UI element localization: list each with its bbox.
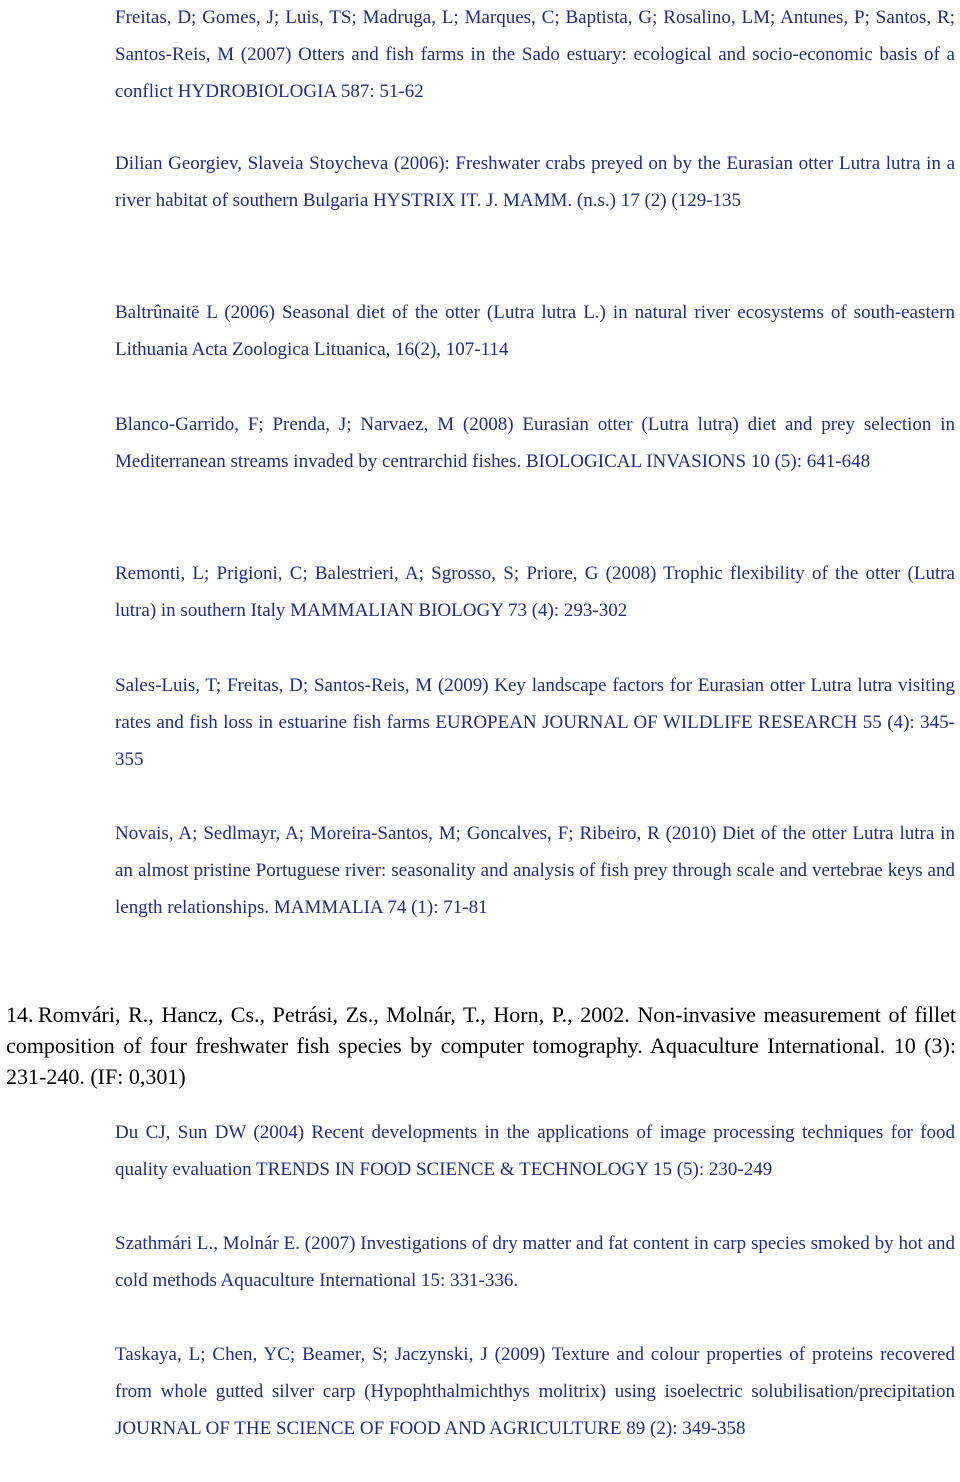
reference-text: Du CJ, Sun DW (2004) Recent developments in the applications of image processing techniques for food quality evaluation TRENDS IN FOOD SCIENCE & TECHNOLOGY 15 (5): 230-249	[115, 1122, 955, 1180]
reference-freitas-2007	[115, 0, 955, 110]
reference-sales-luis-2009	[115, 667, 955, 778]
reference-text: Blanco-Garrido, F; Prenda, J; Narvaez, M (2008) Eurasian otter (Lutra lutra) diet and prey selection in Mediterranean streams invaded by centrarchid fishes. BIOLOGICAL INVASIONS 10 (5): 641-648	[115, 414, 955, 472]
reference-du-2004	[115, 1114, 955, 1188]
reference-text: Dilian Georgiev, Slaveia Stoycheva (2006): Freshwater crabs preyed on by the Eurasian otter Lutra lutra in a river habitat of southern Bulgaria HYSTRIX IT. J. MAMM. (n.s.) 17 (2) (129-135	[115, 153, 955, 211]
reference-baltrunaite-2006	[115, 294, 955, 368]
reference-text: Freitas, D; Gomes, J; Luis, TS; Madruga, L; Marques, C; Baptista, G; Rosalino, LM; Antunes, P; Santos, R; Santos-Reis, M (2007) Otters and fish farms in the Sado estuary: ecological and socio-economic basis of a conflict HYDROBIOLOGIA 587: 51-62	[115, 7, 955, 102]
reference-text: Sales-Luis, T; Freitas, D; Santos-Reis, M (2009) Key landscape factors for Eurasian otter Lutra lutra visiting rates and fish loss in estuarine fish farms EUROPEAN JOURNAL OF WILDLIFE RESEARCH 55 (4): 345-355	[115, 675, 955, 770]
reference-taskaya-2009	[115, 1336, 955, 1447]
reference-georgiev-2006	[115, 145, 955, 219]
reference-text: Novais, A; Sedlmayr, A; Moreira-Santos, M; Goncalves, F; Ribeiro, R (2010) Diet of the otter Lutra lutra in an almost pristine Portuguese river: seasonality and analysis of fish prey through scale and vertebrae keys and length relationships. MAMMALIA 74 (1): 71-81	[115, 823, 955, 918]
reference-text: Szathmári L., Molnár E. (2007) Investigations of dry matter and fat content in carp species smoked by hot and cold methods Aquaculture International 15: 331-336.	[115, 1233, 955, 1291]
reference-text: Baltrûnaitë L (2006) Seasonal diet of the otter (Lutra lutra L.) in natural river ecosystems of south-eastern Lithuania Acta Zoologica Lituanica, 16(2), 107-114	[115, 302, 955, 360]
reference-text: Remonti, L; Prigioni, C; Balestrieri, A; Sgrosso, S; Priore, G (2008) Trophic flexibility of the otter (Lutra lutra) in southern Italy MAMMALIAN BIOLOGY 73 (4): 293-302	[115, 563, 955, 621]
reference-szathmari-2007	[115, 1225, 955, 1299]
reference-novais-2010	[115, 815, 955, 926]
reference-blanco-garrido-2008	[115, 406, 955, 480]
reference-text: Taskaya, L; Chen, YC; Beamer, S; Jaczynski, J (2009) Texture and colour properties of proteins recovered from whole gutted silver carp (Hypophthalmichthys molitrix) using isoelectric solubilisation/precipitation JOURNAL OF THE SCIENCE OF FOOD AND AGRICULTURE 89 (2): 349-358	[115, 1344, 955, 1439]
main-citation-text: Romvári, R., Hancz, Cs., Petrási, Zs., Molnár, T., Horn, P., 2002. Non-invasive measurement of fillet composition of four freshwater fish species by computer tomography. Aquaculture International. 10 (3): 231-240. (IF: 0,301)	[6, 1002, 956, 1089]
main-citation-item	[6, 999, 956, 1092]
item-number: 14.	[6, 1002, 34, 1027]
reference-remonti-2008	[115, 555, 955, 629]
